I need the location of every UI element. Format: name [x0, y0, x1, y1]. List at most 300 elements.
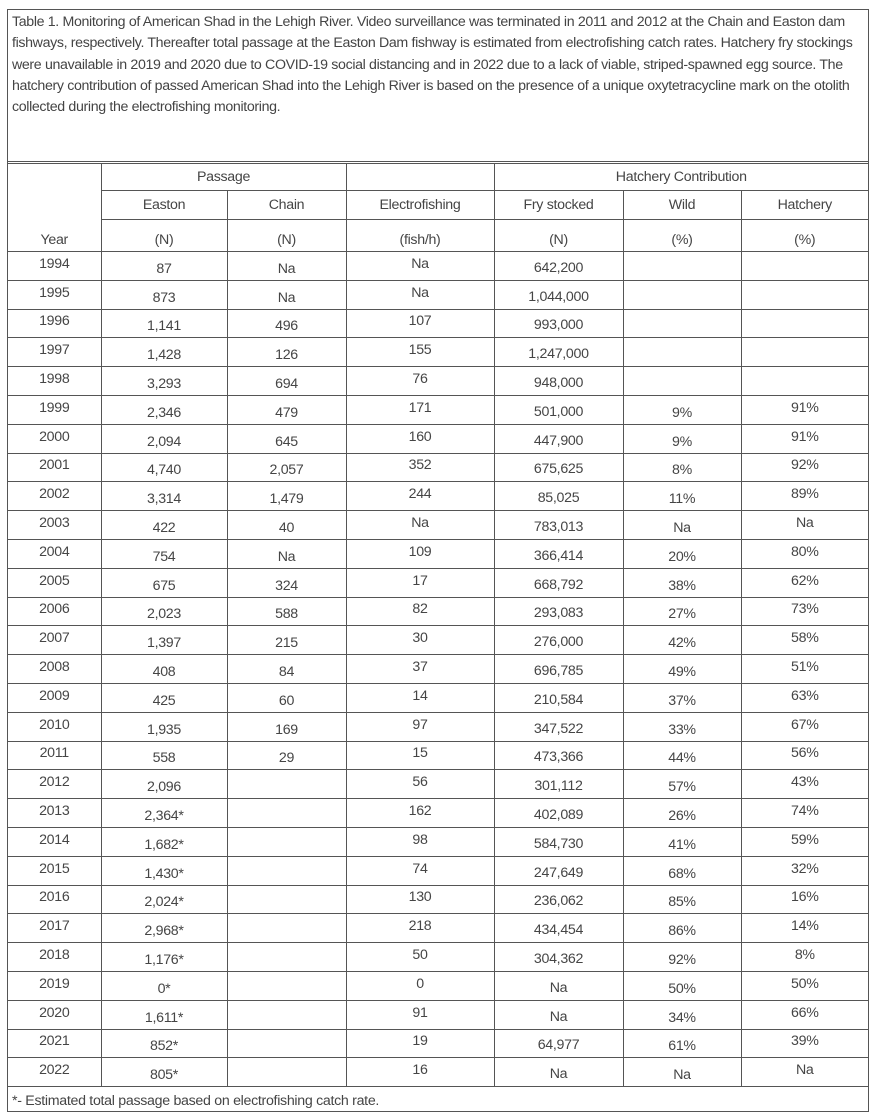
cell-electrofishing [346, 971, 494, 1000]
table-row [8, 568, 868, 597]
cell-value: 1998 [39, 371, 70, 388]
cell-value: Na [549, 979, 568, 996]
cell-chain [227, 1029, 346, 1058]
cell-value: 85,025 [537, 490, 580, 507]
cell-value: Na [795, 515, 814, 532]
table-row [8, 367, 868, 396]
cell-electrofishing [346, 252, 494, 281]
cell-value: 37 [412, 659, 428, 676]
cell-year [8, 943, 101, 972]
cell-value: Na [795, 1062, 814, 1079]
cell-hatchery-pct [741, 712, 868, 741]
cell-value: 1,428 [146, 347, 181, 364]
cell-value: 2,057 [269, 462, 304, 479]
cell-hatchery-pct [741, 971, 868, 1000]
cell-electrofishing [346, 597, 494, 626]
cell-wild-pct [623, 885, 741, 914]
cell-year [8, 741, 101, 770]
cell-value: 76 [412, 371, 428, 388]
cell-hatchery-pct [741, 280, 868, 309]
cell-year [8, 482, 101, 511]
cell-hatchery-pct [741, 770, 868, 799]
cell-wild-pct [623, 626, 741, 655]
cell-value: 32% [791, 860, 819, 877]
cell-value: 56% [791, 745, 819, 762]
cell-value: 89% [791, 486, 819, 503]
cell-value: 0 [416, 975, 424, 992]
cell-value: Na [673, 1067, 691, 1084]
cell-wild-pct [623, 511, 741, 540]
cell-hatchery-pct [741, 482, 868, 511]
cell-easton [101, 799, 227, 828]
cell-value: 1994 [39, 255, 70, 272]
cell-value: 91% [791, 428, 819, 445]
cell-value: 2010 [39, 716, 70, 733]
cell-value: 2006 [39, 601, 70, 618]
cell-value: 2003 [39, 515, 70, 532]
cell-chain [227, 971, 346, 1000]
cell-value: 1,044,000 [528, 288, 589, 305]
header-wild: Wild [623, 191, 741, 220]
cell-easton [101, 914, 227, 943]
table-row [8, 1000, 868, 1029]
cell-value: 44% [668, 750, 696, 767]
cell-value: 2021 [39, 1033, 70, 1050]
table-row [8, 741, 868, 770]
cell-value: 86% [668, 923, 696, 940]
cell-value: Na [277, 289, 296, 306]
cell-value: 92% [668, 952, 696, 969]
cell-easton [101, 597, 227, 626]
cell-fry-stocked [494, 1058, 623, 1087]
table-row [8, 971, 868, 1000]
cell-value: 276,000 [533, 634, 584, 651]
cell-value: 805* [150, 1067, 178, 1084]
cell-electrofishing [346, 309, 494, 338]
cell-fry-stocked [494, 539, 623, 568]
table-row [8, 770, 868, 799]
table-row [8, 712, 868, 741]
cell-value: 1997 [39, 342, 70, 359]
table-row [8, 626, 868, 655]
cell-value: 2,024* [144, 894, 184, 911]
cell-value: 50% [791, 975, 819, 992]
cell-hatchery-pct [741, 1058, 868, 1087]
cell-value: 948,000 [533, 375, 584, 392]
cell-value: 1,247,000 [528, 346, 589, 363]
cell-hatchery-pct [741, 453, 868, 482]
cell-value: 16% [791, 889, 819, 906]
cell-value: 501,000 [533, 403, 584, 420]
cell-value: Na [277, 260, 296, 277]
cell-hatchery-pct [741, 943, 868, 972]
cell-value: 40 [278, 520, 295, 537]
cell-value: 2014 [39, 831, 70, 848]
cell-value: 2015 [39, 860, 70, 877]
cell-value: 218 [408, 918, 432, 935]
cell-hatchery-pct [741, 511, 868, 540]
cell-value: 352 [408, 457, 432, 474]
cell-electrofishing [346, 395, 494, 424]
cell-fry-stocked [494, 943, 623, 972]
cell-value: Na [549, 1008, 568, 1025]
cell-value: Na [673, 520, 691, 537]
cell-year [8, 1000, 101, 1029]
cell-easton [101, 827, 227, 856]
table-row [8, 827, 868, 856]
cell-wild-pct [623, 971, 741, 1000]
cell-value: 402,089 [533, 807, 584, 824]
cell-value: 2022 [39, 1062, 70, 1079]
cell-fry-stocked [494, 971, 623, 1000]
cell-electrofishing [346, 539, 494, 568]
cell-fry-stocked [494, 885, 623, 914]
cell-value: 668,792 [533, 576, 584, 593]
cell-value: 675 [152, 577, 176, 594]
cell-value: 1995 [39, 284, 70, 301]
cell-year [8, 712, 101, 741]
table-row [8, 395, 868, 424]
cell-easton [101, 741, 227, 770]
cell-value: 63% [791, 687, 819, 704]
cell-wild-pct [623, 252, 741, 281]
cell-value: 14 [412, 687, 428, 704]
cell-wild-pct [623, 1058, 741, 1087]
header-group-hatchery-contribution: Hatchery Contribution [494, 164, 868, 191]
cell-year [8, 511, 101, 540]
unit-fry-stocked: (N) [494, 220, 623, 252]
cell-value: 2017 [39, 918, 70, 935]
cell-hatchery-pct [741, 799, 868, 828]
cell-value: 588 [275, 606, 298, 623]
cell-year [8, 827, 101, 856]
cell-value: 2,346 [146, 404, 181, 421]
cell-chain [227, 252, 346, 281]
cell-value: 51% [791, 659, 819, 676]
cell-fry-stocked [494, 252, 623, 281]
cell-fry-stocked [494, 799, 623, 828]
cell-easton [101, 338, 227, 367]
table-frame [7, 9, 869, 1112]
cell-value: 324 [275, 577, 298, 594]
cell-fry-stocked [494, 914, 623, 943]
table-row [8, 511, 868, 540]
cell-year [8, 309, 101, 338]
cell-value: 87 [156, 260, 172, 277]
cell-easton [101, 712, 227, 741]
cell-wild-pct [623, 770, 741, 799]
cell-value: 160 [408, 428, 432, 445]
cell-value: 20% [668, 548, 696, 565]
cell-fry-stocked [494, 424, 623, 453]
cell-value: 247,649 [533, 864, 584, 881]
cell-year [8, 597, 101, 626]
cell-year [8, 1058, 101, 1087]
cell-easton [101, 770, 227, 799]
cell-value: 34% [668, 1009, 696, 1026]
table-row [8, 914, 868, 943]
cell-chain [227, 827, 346, 856]
cell-chain [227, 424, 346, 453]
cell-easton [101, 280, 227, 309]
cell-hatchery-pct [741, 1000, 868, 1029]
cell-value: 60 [278, 692, 295, 709]
cell-chain [227, 568, 346, 597]
cell-easton [101, 252, 227, 281]
cell-fry-stocked [494, 568, 623, 597]
cell-value: 82 [412, 601, 428, 618]
cell-easton [101, 626, 227, 655]
table-row [8, 453, 868, 482]
cell-chain [227, 453, 346, 482]
cell-year [8, 539, 101, 568]
cell-wild-pct [623, 395, 741, 424]
cell-value: 2001 [39, 457, 70, 474]
cell-easton [101, 856, 227, 885]
table-row [8, 597, 868, 626]
footnote: *- Estimated total passage based on electrofishing catch rate. [8, 1087, 868, 1116]
cell-hatchery-pct [741, 741, 868, 770]
cell-electrofishing [346, 712, 494, 741]
cell-easton [101, 424, 227, 453]
cell-value: 80% [791, 543, 819, 560]
cell-electrofishing [346, 799, 494, 828]
header-easton: Easton [101, 191, 227, 220]
cell-electrofishing [346, 914, 494, 943]
cell-value: 293,083 [533, 605, 584, 622]
cell-fry-stocked [494, 626, 623, 655]
cell-value: 91% [791, 399, 819, 416]
cell-electrofishing [346, 626, 494, 655]
cell-fry-stocked [494, 482, 623, 511]
cell-year [8, 424, 101, 453]
cell-value: 37% [668, 692, 696, 709]
cell-value: 50% [668, 980, 696, 997]
cell-fry-stocked [494, 597, 623, 626]
table-row [8, 424, 868, 453]
table-row [8, 539, 868, 568]
cell-electrofishing [346, 827, 494, 856]
cell-hatchery-pct [741, 885, 868, 914]
cell-value: 1,682* [144, 836, 184, 853]
cell-year [8, 280, 101, 309]
unit-electrofishing: (fish/h) [346, 220, 494, 252]
cell-year [8, 971, 101, 1000]
cell-value: 33% [668, 721, 696, 738]
cell-wild-pct [623, 309, 741, 338]
cell-value: 1,611* [144, 1009, 184, 1026]
header-chain: Chain [227, 191, 346, 220]
cell-value: 2,094 [146, 433, 181, 450]
cell-hatchery-pct [741, 597, 868, 626]
cell-chain [227, 770, 346, 799]
cell-value: 366,414 [533, 547, 584, 564]
cell-value: 1,430* [144, 865, 184, 882]
table-row [8, 655, 868, 684]
cell-value: 85% [668, 894, 696, 911]
cell-value: 696,785 [533, 663, 584, 680]
cell-easton [101, 511, 227, 540]
cell-electrofishing [346, 280, 494, 309]
cell-value: 301,112 [534, 778, 583, 795]
cell-chain [227, 338, 346, 367]
cell-value: 9% [672, 404, 692, 421]
cell-value: 84 [278, 664, 295, 681]
cell-value: 4,740 [146, 462, 181, 479]
cell-value: 215 [275, 635, 298, 652]
cell-value: 67% [791, 716, 819, 733]
cell-value: 59% [791, 831, 819, 848]
cell-wild-pct [623, 568, 741, 597]
cell-value: 92% [791, 457, 819, 474]
cell-easton [101, 885, 227, 914]
cell-value: 210,584 [533, 691, 584, 708]
cell-fry-stocked [494, 338, 623, 367]
cell-value: 16 [412, 1062, 428, 1079]
cell-wild-pct [623, 683, 741, 712]
cell-wild-pct [623, 827, 741, 856]
cell-value: 8% [672, 462, 692, 479]
cell-value: 2011 [39, 745, 69, 762]
cell-chain [227, 280, 346, 309]
cell-year [8, 252, 101, 281]
cell-value: 1,935 [146, 721, 181, 738]
cell-value: 2016 [39, 889, 70, 906]
cell-wild-pct [623, 539, 741, 568]
cell-year [8, 395, 101, 424]
shad-monitoring-table [8, 163, 868, 1115]
cell-value: 14% [791, 918, 819, 935]
cell-wild-pct [623, 280, 741, 309]
cell-year [8, 770, 101, 799]
header-year: Year [8, 164, 101, 252]
cell-easton [101, 655, 227, 684]
cell-easton [101, 943, 227, 972]
cell-value: 0* [157, 980, 171, 997]
table-row [8, 799, 868, 828]
cell-year [8, 914, 101, 943]
cell-fry-stocked [494, 1029, 623, 1058]
cell-value: 171 [408, 399, 432, 416]
cell-hatchery-pct [741, 568, 868, 597]
cell-fry-stocked [494, 741, 623, 770]
cell-easton [101, 482, 227, 511]
cell-value: 425 [152, 692, 176, 709]
cell-chain [227, 712, 346, 741]
cell-value: 1,397 [146, 635, 181, 652]
cell-easton [101, 1000, 227, 1029]
cell-value: 62% [791, 572, 819, 589]
cell-easton [101, 683, 227, 712]
cell-chain [227, 626, 346, 655]
cell-value: 2019 [39, 975, 70, 992]
cell-value: 57% [668, 779, 696, 796]
cell-electrofishing [346, 683, 494, 712]
cell-value: 694 [275, 376, 298, 393]
cell-chain [227, 683, 346, 712]
header-hatchery: Hatchery [741, 191, 868, 220]
cell-value: 66% [791, 1004, 819, 1021]
cell-hatchery-pct [741, 1029, 868, 1058]
cell-year [8, 338, 101, 367]
table-row [8, 482, 868, 511]
unit-wild: (%) [623, 220, 741, 252]
cell-value: 107 [408, 313, 432, 330]
cell-value: 2020 [39, 1004, 70, 1021]
cell-value: 2008 [39, 659, 70, 676]
cell-value: 347,522 [533, 720, 584, 737]
cell-chain [227, 482, 346, 511]
cell-value: 2002 [39, 486, 70, 503]
cell-value: 30 [412, 630, 428, 647]
cell-easton [101, 1058, 227, 1087]
cell-hatchery-pct [741, 367, 868, 396]
cell-value: 754 [152, 548, 176, 565]
cell-easton [101, 453, 227, 482]
header-units-row [8, 220, 868, 252]
cell-wild-pct [623, 943, 741, 972]
cell-fry-stocked [494, 280, 623, 309]
cell-value: 584,730 [533, 835, 584, 852]
cell-easton [101, 539, 227, 568]
cell-wild-pct [623, 424, 741, 453]
cell-fry-stocked [494, 453, 623, 482]
cell-easton [101, 1029, 227, 1058]
cell-electrofishing [346, 424, 494, 453]
cell-value: 2,364* [144, 808, 184, 825]
cell-electrofishing [346, 741, 494, 770]
cell-wild-pct [623, 482, 741, 511]
cell-electrofishing [346, 943, 494, 972]
cell-value: 29 [278, 750, 295, 767]
cell-year [8, 655, 101, 684]
cell-hatchery-pct [741, 424, 868, 453]
cell-year [8, 626, 101, 655]
cell-wild-pct [623, 914, 741, 943]
cell-wild-pct [623, 597, 741, 626]
cell-chain [227, 1000, 346, 1029]
cell-fry-stocked [494, 827, 623, 856]
table-row [8, 1029, 868, 1058]
cell-wild-pct [623, 367, 741, 396]
cell-value: 73% [791, 601, 819, 618]
cell-value: 64,977 [537, 1037, 580, 1054]
cell-chain [227, 309, 346, 338]
cell-wild-pct [623, 655, 741, 684]
cell-value: Na [277, 548, 296, 565]
cell-wild-pct [623, 741, 741, 770]
cell-value: 2,023 [146, 606, 181, 623]
cell-value: 39% [791, 1033, 819, 1050]
cell-value: 2009 [39, 687, 70, 704]
table-row [8, 943, 868, 972]
cell-electrofishing [346, 1058, 494, 1087]
cell-chain [227, 914, 346, 943]
cell-value: 408 [152, 664, 176, 681]
cell-chain [227, 943, 346, 972]
cell-value: 8% [794, 947, 815, 964]
cell-value: 852* [150, 1038, 178, 1055]
cell-electrofishing [346, 338, 494, 367]
cell-value: 3,293 [146, 376, 181, 393]
cell-year [8, 885, 101, 914]
table-row [8, 885, 868, 914]
cell-hatchery-pct [741, 827, 868, 856]
cell-chain [227, 741, 346, 770]
cell-value: 2013 [39, 803, 70, 820]
cell-chain [227, 1058, 346, 1087]
cell-wild-pct [623, 1000, 741, 1029]
